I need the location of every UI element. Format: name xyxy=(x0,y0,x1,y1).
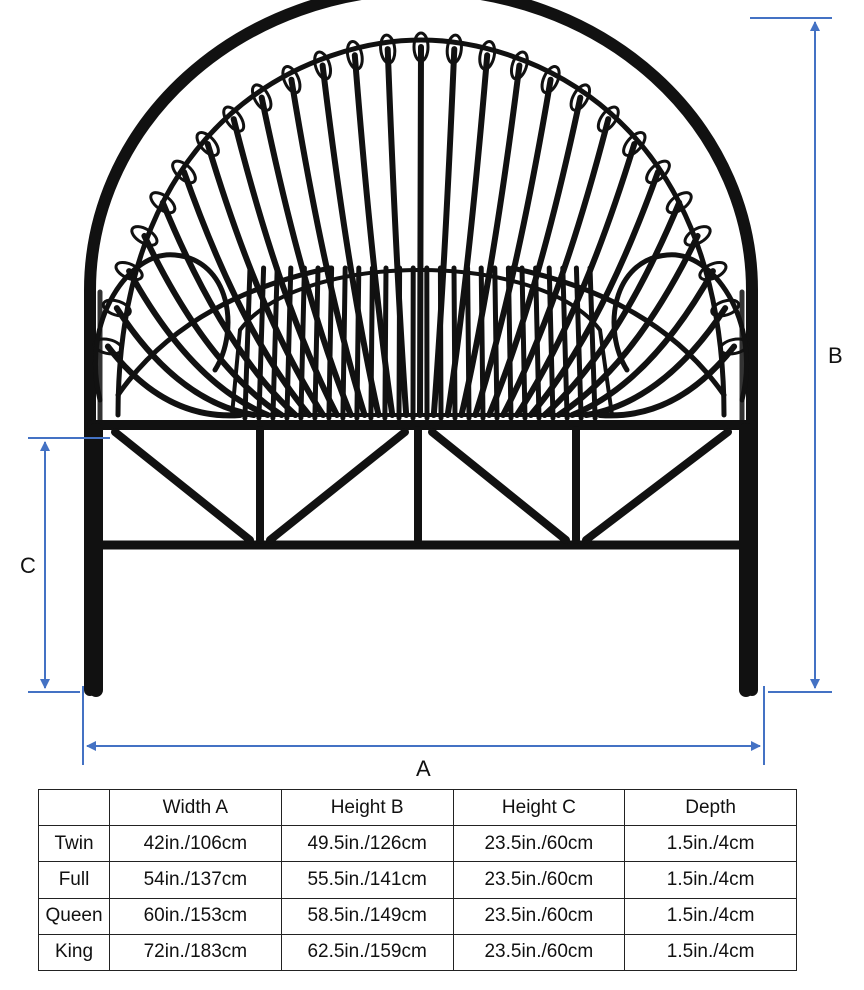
row-height-b: 55.5in./141cm xyxy=(281,862,453,898)
header-depth: Depth xyxy=(625,790,797,826)
bowl-rod xyxy=(495,268,497,418)
bowl-rod xyxy=(385,268,386,418)
row-width-a: 72in./183cm xyxy=(110,934,282,970)
row-width-a: 54in./137cm xyxy=(110,862,282,898)
bowl-rod xyxy=(301,268,305,418)
row-width-a: 42in./106cm xyxy=(110,826,282,862)
row-size: Twin xyxy=(39,826,110,862)
row-size: King xyxy=(39,934,110,970)
diagonal-brace xyxy=(586,432,728,540)
dimension-label-a: A xyxy=(416,756,431,781)
header-height-b: Height B xyxy=(281,790,453,826)
bowl-rod xyxy=(343,268,345,418)
row-height-c: 23.5in./60cm xyxy=(453,898,625,934)
table-row xyxy=(39,826,797,862)
row-height-c: 23.5in./60cm xyxy=(453,826,625,862)
row-size: Queen xyxy=(39,898,110,934)
bowl-rod xyxy=(536,268,539,418)
table-header-row xyxy=(39,790,797,826)
diagonal-brace xyxy=(432,432,566,540)
fan-spokes xyxy=(93,33,750,418)
bowl-rod xyxy=(508,268,511,418)
rattan-headboard-illustration xyxy=(90,0,752,690)
table-row xyxy=(39,862,797,898)
fan-spoke xyxy=(434,49,455,415)
bowl-rod xyxy=(371,268,373,418)
row-height-b: 49.5in./126cm xyxy=(281,826,453,862)
bowl-rod xyxy=(357,268,359,418)
row-depth: 1.5in./4cm xyxy=(625,826,797,862)
bowl-rod xyxy=(454,268,455,418)
bowl-rod xyxy=(315,268,318,418)
header-height-c: Height C xyxy=(453,790,625,826)
bowl-rod xyxy=(399,268,400,418)
dimension-label-c: C xyxy=(20,553,36,578)
row-height-b: 62.5in./159cm xyxy=(281,934,453,970)
fan-spoke xyxy=(420,47,421,415)
row-width-a: 60in./153cm xyxy=(110,898,282,934)
row-depth: 1.5in./4cm xyxy=(625,862,797,898)
table-row xyxy=(39,934,797,970)
table-row xyxy=(39,898,797,934)
bowl-rod xyxy=(481,268,483,418)
dimension-label-b: B xyxy=(828,343,843,368)
row-depth: 1.5in./4cm xyxy=(625,934,797,970)
bowl-rod xyxy=(522,268,525,418)
header-width-a: Width A xyxy=(110,790,282,826)
row-height-c: 23.5in./60cm xyxy=(453,862,625,898)
row-size: Full xyxy=(39,862,110,898)
row-height-c: 23.5in./60cm xyxy=(453,934,625,970)
row-height-b: 58.5in./149cm xyxy=(281,898,453,934)
header-cell-empty xyxy=(39,790,110,826)
row-depth: 1.5in./4cm xyxy=(625,898,797,934)
bowl-rod xyxy=(329,268,332,418)
diagonal-brace xyxy=(115,432,250,540)
size-dimension-table xyxy=(38,789,797,971)
bowl-rod xyxy=(468,268,469,418)
bowl-rod xyxy=(440,268,441,418)
diagonal-brace xyxy=(270,432,405,540)
